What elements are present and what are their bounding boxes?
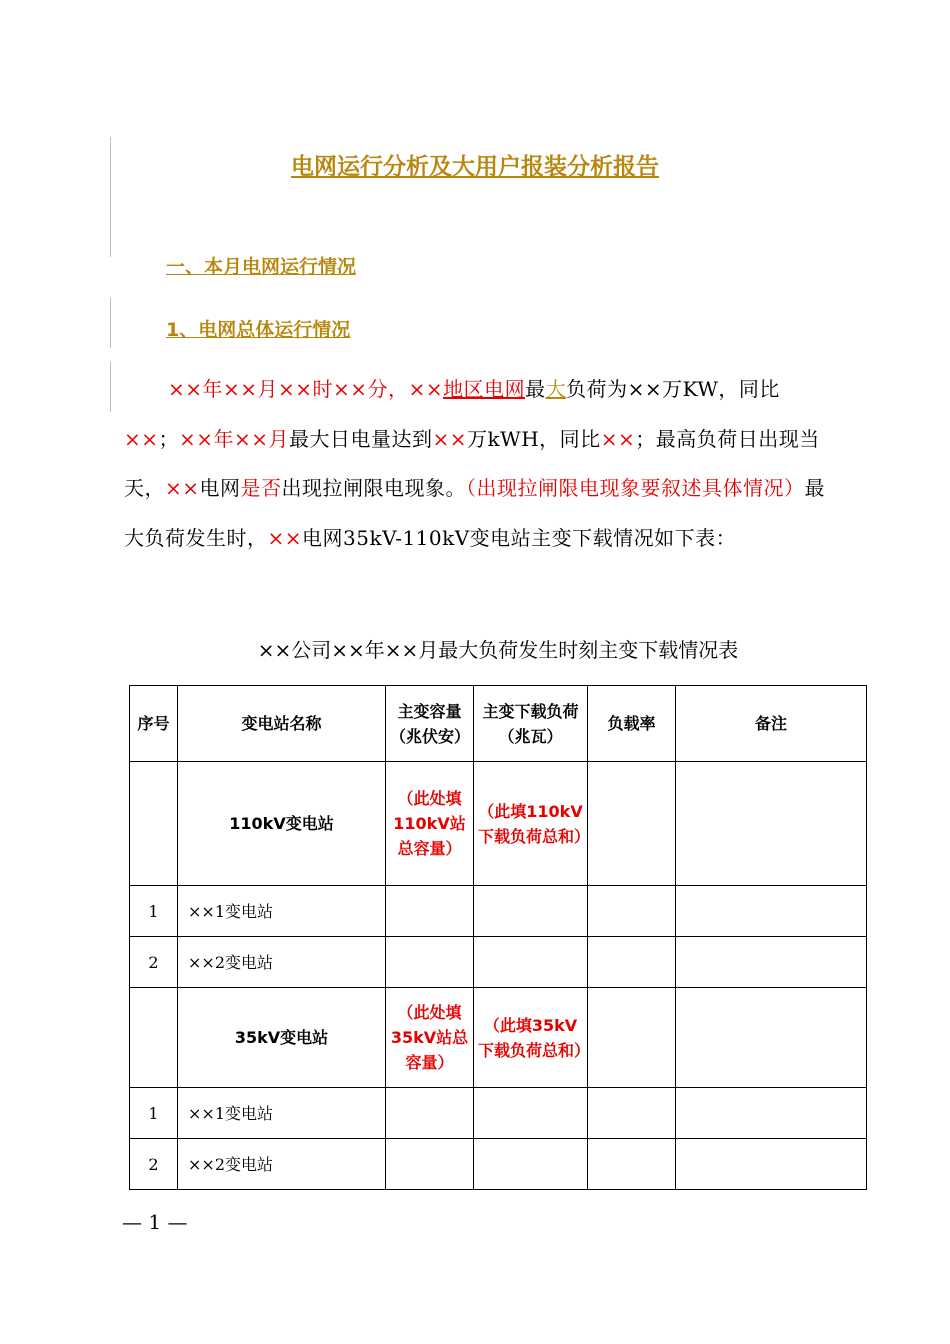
load-note: （此填35kV下载负荷总和）: [474, 988, 588, 1088]
header-load-rate: 负载率: [588, 686, 676, 762]
station-name: ××2变电站: [178, 1139, 386, 1190]
header-remarks: 备注: [676, 686, 867, 762]
row-number: 2: [130, 937, 178, 988]
group-name: 35kV变电站: [178, 988, 386, 1088]
station-name: ××1变电站: [178, 1088, 386, 1139]
row-number: 1: [130, 886, 178, 937]
subsection-heading: 1、电网总体运行情况: [166, 319, 351, 341]
station-name: ××2变电站: [178, 937, 386, 988]
table-row: [130, 1139, 867, 1190]
capacity-note: （此处填35kV站总容量）: [386, 988, 474, 1088]
row-number: 2: [130, 1139, 178, 1190]
table-row: [130, 1088, 867, 1139]
table-header-row: [130, 686, 867, 762]
capacity-note: （此处填110kV站总容量）: [386, 762, 474, 886]
row-number: 1: [130, 1088, 178, 1139]
group-name: 110kV变电站: [178, 762, 386, 886]
body-paragraph: ××年××月××时××分，××地区电网最大负荷为××万KW，同比××；××年××月最大日电量达到××万kWH，同比××；最高负荷日出现当天，××电网是否出现拉闸限电现象。（出现拉闸限电现象要叙述具体情况）最大负荷发生时，××电网35kV-110kV变电站主变下载情况如下表：: [124, 377, 826, 550]
table-caption: ××公司××年××月最大负荷发生时刻主变下载情况表: [257, 638, 739, 662]
table-row: [130, 937, 867, 988]
page-number: — 1 —: [122, 1210, 188, 1234]
header-capacity: 主变容量（兆伏安）: [386, 686, 474, 762]
load-note: （此填110kV下载负荷总和）: [474, 762, 588, 886]
table-group-row: [130, 762, 867, 886]
table-group-row: [130, 988, 867, 1088]
header-station-name: 变电站名称: [178, 686, 386, 762]
margin-line: [110, 362, 111, 412]
station-name: ××1变电站: [178, 886, 386, 937]
table-row: [130, 886, 867, 937]
header-serial-no: 序号: [130, 686, 178, 762]
header-load: 主变下载负荷（兆瓦）: [474, 686, 588, 762]
margin-line: [110, 298, 111, 348]
document-title: 电网运行分析及大用户报装分析报告: [291, 154, 659, 180]
section-heading: 一、本月电网运行情况: [166, 256, 357, 278]
transformer-load-table: [129, 685, 867, 1190]
